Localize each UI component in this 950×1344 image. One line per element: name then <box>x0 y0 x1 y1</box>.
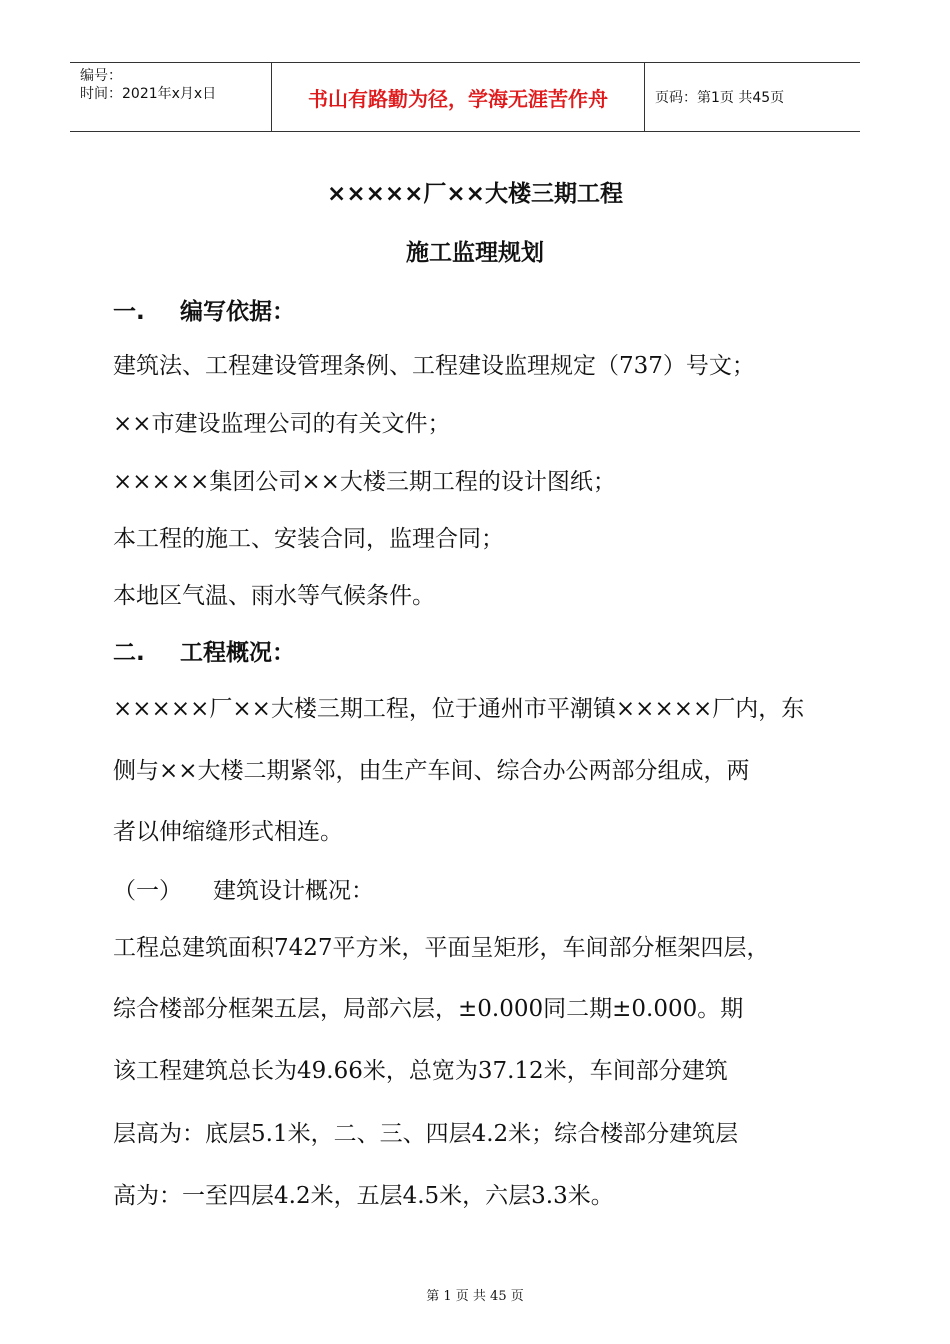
section-heading <box>113 634 295 667</box>
basis-item: ××市建设监理公司的有关文件； <box>113 411 451 437</box>
paragraph-line: 综合楼部分框架五层，局部六层，±0.000同二期±0.000。期 <box>113 996 744 1022</box>
section-number: 二. <box>113 640 145 666</box>
page-header <box>70 62 860 132</box>
paragraph-line: 高为：一至四层4.2米，五层4.5米，六层3.3米。 <box>113 1183 614 1209</box>
header-meta <box>70 63 272 131</box>
paragraph-line: 层高为：底层5.1米，二、三、四层4.2米；综合楼部分建筑层 <box>113 1121 739 1147</box>
section-title: 编写依据： <box>180 299 295 325</box>
page-footer: 第 1 页 共 45 页 <box>426 1289 524 1304</box>
paragraph-line: ×××××厂××大楼三期工程，位于通州市平潮镇×××××厂内，东 <box>113 696 805 722</box>
header-page-info: 页码：第1页 共45页 <box>655 90 785 106</box>
subsection-number: （一） <box>113 878 182 904</box>
document-title: ×××××厂××大楼三期工程 <box>327 181 623 207</box>
subsection-heading <box>113 872 374 905</box>
number-label: 编号： <box>80 68 122 84</box>
header-motto: 书山有路勤为径，学海无涯苦作舟 <box>272 63 645 131</box>
basis-item: 建筑法、工程建设管理条例、工程建设监理规定（737）号文； <box>113 353 755 379</box>
paragraph-line: 侧与××大楼二期紧邻，由生产车间、综合办公两部分组成，两 <box>113 758 750 784</box>
time-label: 时间：2021年x月x日 <box>80 86 217 102</box>
basis-item: ×××××集团公司××大楼三期工程的设计图纸； <box>113 469 616 495</box>
subsection-title: 建筑设计概况： <box>213 878 374 904</box>
paragraph-line: 该工程建筑总长为49.66米，总宽为37.12米，车间部分建筑 <box>113 1058 728 1084</box>
paragraph-line: 者以伸缩缝形式相连。 <box>113 819 343 845</box>
section-number: 一. <box>113 299 145 325</box>
paragraph-line: 工程总建筑面积7427平方米，平面呈矩形，车间部分框架四层， <box>113 935 770 961</box>
basis-item: 本地区气温、雨水等气候条件。 <box>113 583 435 609</box>
section-title: 工程概况： <box>180 640 295 666</box>
section-heading <box>113 293 295 326</box>
document-subtitle: 施工监理规划 <box>406 240 544 266</box>
basis-item: 本工程的施工、安装合同，监理合同； <box>113 526 504 552</box>
